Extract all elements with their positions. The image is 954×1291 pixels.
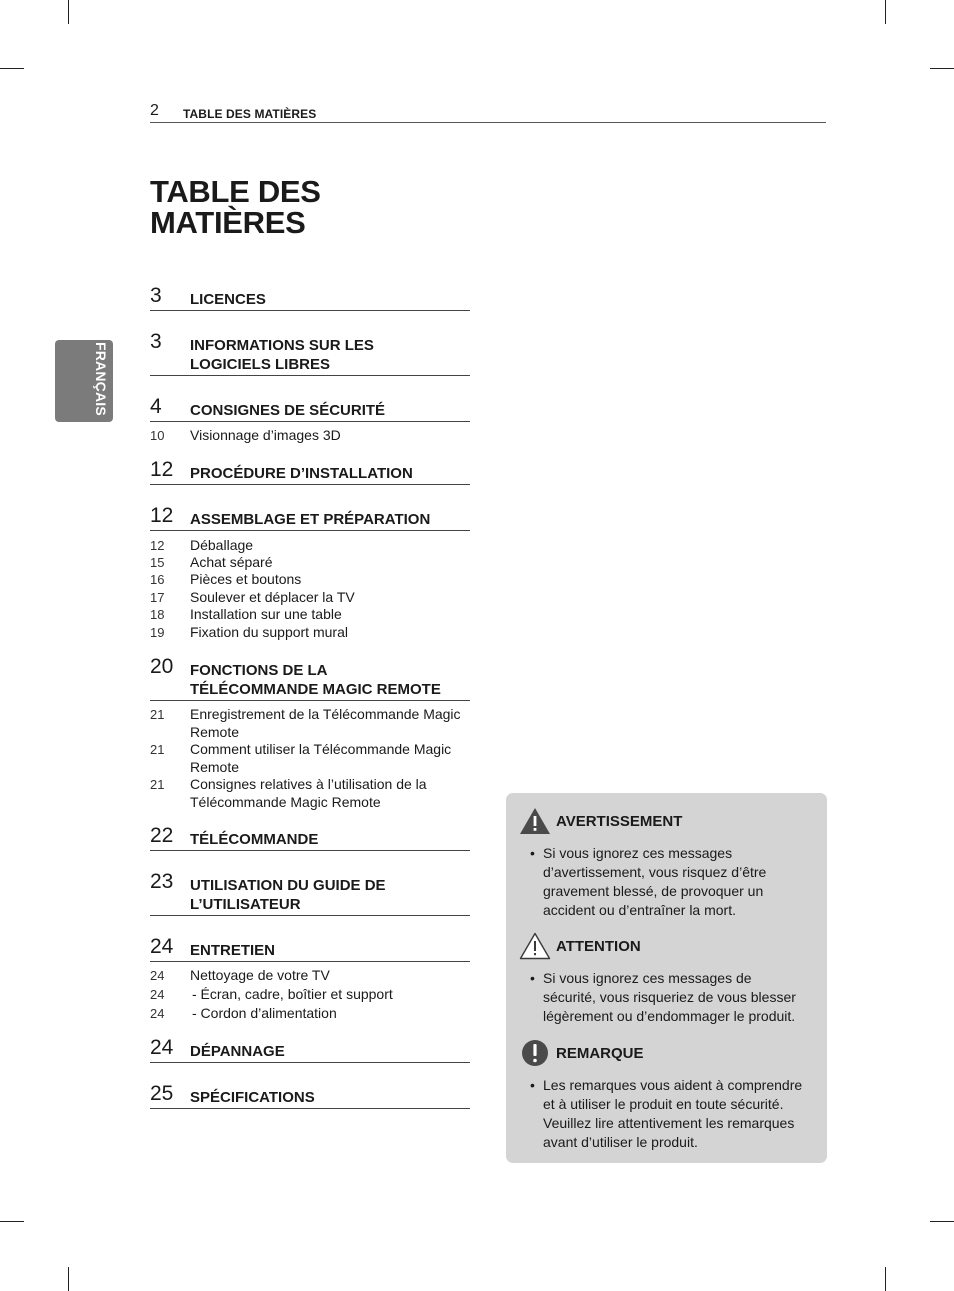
warning-triangle-icon: [519, 807, 551, 835]
toc-section-title: FONCTIONS DE LA: [190, 662, 328, 679]
toc-section-title: UTILISATION DU GUIDE DE: [190, 877, 386, 894]
remark-heading: [506, 1039, 827, 1067]
toc-section-page: 23: [150, 870, 174, 893]
toc-section-page: 12: [150, 504, 174, 527]
toc-entry-title: Pièces et boutons: [190, 571, 302, 587]
crop-mark: [885, 0, 886, 24]
toc-section-page: 24: [150, 935, 174, 958]
crop-mark: [885, 1267, 886, 1291]
toc-entry-page: 24: [150, 968, 165, 983]
toc-entry-title: Achat séparé: [190, 554, 273, 570]
toc-entry-title: Visionnage d’images 3D: [190, 427, 341, 443]
running-title: TABLE DES MATIÈRES: [183, 107, 317, 121]
toc-entry-page: 15: [150, 555, 165, 570]
toc-entry-title: Soulever et déplacer la TV: [190, 589, 355, 605]
toc-section[interactable]: [150, 330, 470, 376]
crop-mark: [0, 68, 24, 69]
toc-section-title: ASSEMBLAGE ET PRÉPARATION: [190, 511, 431, 528]
safety-notes-box: [506, 793, 827, 1163]
toc-section-page: 12: [150, 458, 174, 481]
toc-entry-title: Remote: [190, 723, 240, 740]
toc-entry-page: 24: [150, 987, 165, 1002]
bullet: •: [530, 970, 535, 986]
crop-mark: [930, 1221, 954, 1222]
toc-section-title: DÉPANNAGE: [190, 1043, 285, 1060]
caution-heading: [506, 932, 827, 960]
remark-line: avant d’utiliser le produit.: [543, 1134, 698, 1150]
toc-entry-title: - Cordon d’alimentation: [192, 1005, 337, 1021]
toc-entry-title: Remote: [190, 758, 240, 775]
page-title-line: MATIÈRES: [150, 205, 306, 240]
toc-entry-page: 21: [150, 707, 165, 722]
bullet: •: [530, 1077, 535, 1093]
toc-section-page: 22: [150, 824, 174, 847]
toc-entry-page: 17: [150, 590, 165, 605]
warning-line: d’avertissement, vous risquez d’être: [543, 864, 767, 880]
crop-mark: [930, 68, 954, 69]
warning-line: accident ou d’entraîner la mort.: [543, 902, 736, 918]
toc-entry-title: - Écran, cadre, boîtier et support: [192, 986, 393, 1002]
bullet: •: [530, 845, 535, 861]
toc-section[interactable]: [150, 284, 470, 311]
toc-entry-title: Enregistrement de la Télécommande Magic: [190, 706, 461, 722]
toc-section-page: 20: [150, 655, 174, 678]
toc-section-title: TÉLÉCOMMANDE MAGIC REMOTE: [190, 681, 441, 698]
toc-section[interactable]: [150, 824, 470, 851]
crop-mark: [68, 0, 69, 24]
caution-line: Si vous ignorez ces messages de: [543, 970, 752, 986]
page-number: 2: [150, 102, 159, 119]
toc-entry-title: Déballage: [190, 537, 254, 553]
toc-section-page: 3: [150, 330, 162, 353]
toc-entry-title: Installation sur une table: [190, 606, 342, 622]
language-tab-label: FRANÇAIS: [93, 342, 109, 416]
toc-section[interactable]: [150, 655, 470, 701]
toc-entry-page: 24: [150, 1006, 165, 1021]
warning-line: Si vous ignorez ces messages: [543, 845, 733, 861]
toc-section[interactable]: [150, 458, 470, 485]
remark-line: Les remarques vous aident à comprendre: [543, 1077, 803, 1093]
toc-section[interactable]: [150, 870, 470, 916]
caution-line: légèrement ou d’endommager le produit.: [543, 1008, 796, 1024]
caution-triangle-icon: [519, 932, 551, 960]
toc-section-title: INFORMATIONS SUR LES: [190, 337, 374, 354]
toc-entry-page: 21: [150, 742, 165, 757]
toc-section-title: SPÉCIFICATIONS: [190, 1089, 315, 1106]
toc-section-title: PROCÉDURE D’INSTALLATION: [190, 465, 413, 482]
remark-line: et à utiliser le produit en toute sécurité.: [543, 1096, 784, 1112]
toc-entry-title: Télécommande Magic Remote: [190, 793, 381, 810]
page-title: [150, 176, 510, 238]
warning-title: AVERTISSEMENT: [556, 813, 683, 830]
toc-entry-title: Comment utiliser la Télécommande Magic: [190, 741, 452, 757]
exclamation-circle-icon: [519, 1039, 551, 1067]
toc-section[interactable]: [150, 504, 470, 531]
toc-section-title: L’UTILISATEUR: [190, 896, 301, 913]
caution-title: ATTENTION: [556, 938, 641, 955]
page-title-line: TABLE DES: [150, 174, 321, 209]
toc-section-page: 24: [150, 1036, 174, 1059]
warning-heading: [506, 807, 827, 835]
toc-entry-title: Nettoyage de votre TV: [190, 967, 330, 983]
toc-entry-title: Consignes relatives à l’utilisation de la: [190, 776, 427, 792]
toc-section[interactable]: [150, 395, 470, 422]
toc-entry-page: 16: [150, 572, 165, 587]
toc-section-title: TÉLÉCOMMANDE: [190, 831, 319, 848]
language-tab[interactable]: [55, 340, 113, 422]
toc-section-title: LICENCES: [190, 291, 266, 308]
toc-entry-page: 12: [150, 538, 165, 553]
toc-section[interactable]: [150, 1036, 470, 1063]
toc-section-title: ENTRETIEN: [190, 942, 276, 959]
toc-entry-page: 10: [150, 428, 165, 443]
toc-section[interactable]: [150, 1082, 470, 1109]
toc-entry-page: 21: [150, 777, 165, 792]
toc-section[interactable]: [150, 935, 470, 962]
toc-entry-page: 18: [150, 607, 165, 622]
toc-section-page: 25: [150, 1082, 174, 1105]
toc-section-page: 3: [150, 284, 162, 307]
toc-section-page: 4: [150, 395, 162, 418]
remark-title: REMARQUE: [556, 1045, 644, 1062]
warning-line: gravement blessé, de provoquer un: [543, 883, 764, 899]
toc-entry-page: 19: [150, 625, 165, 640]
toc-entry-title: Fixation du support mural: [190, 624, 348, 640]
toc-section-title: CONSIGNES DE SÉCURITÉ: [190, 402, 386, 419]
remark-line: Veuillez lire attentivement les remarques: [543, 1115, 795, 1131]
caution-line: sécurité, vous risqueriez de vous blesser: [543, 989, 796, 1005]
running-header: [150, 102, 826, 123]
crop-mark: [0, 1221, 24, 1222]
crop-mark: [68, 1267, 69, 1291]
toc-section-title: LOGICIELS LIBRES: [190, 356, 331, 373]
